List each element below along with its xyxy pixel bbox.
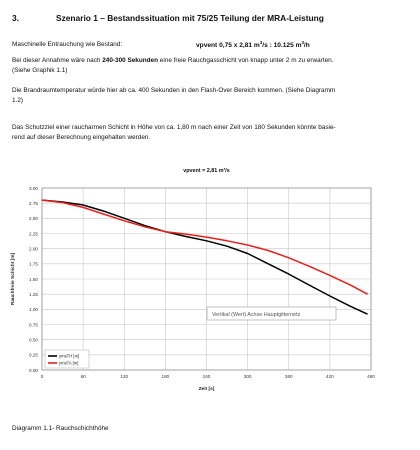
y-tick-label: 0.75 bbox=[29, 322, 38, 328]
conclusion-paragraph: Das Schutzziel einer raucharmen Schicht in Höhe von ca. 1,80 m nach einer Zeit von 180 Sekunden könnte basie- rend auf dieser Berechnung eingehalten werden. bbox=[12, 124, 336, 141]
series-line-1 bbox=[42, 200, 368, 314]
y-tick-label: 2.75 bbox=[29, 200, 38, 206]
y-tick-label: 0.50 bbox=[29, 337, 38, 343]
section-title: Szenario 1 – Bestandssituation mit 75/25 Teilung der MRA-Leistung bbox=[56, 13, 324, 23]
x-tick-label: 300 bbox=[243, 374, 252, 379]
smoke-layer-chart bbox=[0, 160, 420, 420]
section-number: 3. bbox=[12, 13, 19, 23]
y-tick-label: 0.00 bbox=[29, 367, 38, 373]
y-tick-label: 2.25 bbox=[29, 231, 38, 237]
y-tick-label: 2.00 bbox=[29, 246, 38, 252]
y-tick-label: 1.75 bbox=[29, 261, 38, 267]
y-axis-label: Rauchfreie Schicht [m] bbox=[11, 252, 16, 306]
y-tick-label: 3.00 bbox=[29, 185, 38, 191]
y-tick-label: 0.25 bbox=[29, 352, 38, 358]
extraction-label: Maschinelle Entrauchung wie Bestand: bbox=[12, 41, 123, 48]
section-heading bbox=[12, 13, 324, 23]
x-tick-label: 240 bbox=[202, 374, 211, 379]
x-tick-label: 360 bbox=[284, 374, 293, 379]
y-tick-label: 2.50 bbox=[29, 216, 38, 222]
legend-label: ymsTA [m] bbox=[59, 360, 79, 366]
y-tick-label: 1.25 bbox=[29, 291, 38, 297]
temperature-paragraph: Die Brandraumtemperatur würde hier ab ca. 400 Sekunden in den Flash-Over Bereich kommen. (Siehe Diagramm 1.2) bbox=[12, 87, 336, 104]
x-tick-label: 180 bbox=[161, 374, 170, 379]
x-axis-label: Zeit [s] bbox=[198, 387, 215, 392]
series-line-2 bbox=[42, 200, 368, 294]
diagram-caption: Diagramm 1.1- Rauchschichthöhe bbox=[12, 425, 109, 432]
legend-label: ymsTH [m] bbox=[59, 353, 80, 359]
x-tick-label: 60 bbox=[80, 374, 86, 379]
x-tick-label: 480 bbox=[367, 374, 375, 379]
x-tick-label: 0 bbox=[40, 374, 44, 379]
extraction-value: vpvent 0,75 x 2,81 $m^3/s$ : 10.125 $m^3/h$ bbox=[196, 40, 310, 50]
assumption-paragraph: Bei dieser Annahme wäre nach 240-300 Sekunden eine freie Rauchgasschicht von knapp unter 2 m zu erwarten. (Siehe Graphik 1.1) bbox=[12, 57, 334, 74]
x-tick-label: 120 bbox=[120, 374, 129, 379]
x-tick-label: 420 bbox=[326, 374, 334, 379]
chart-tooltip-text: Vertikal (Wert) Achse Hauptgitternetz bbox=[212, 312, 301, 318]
y-tick-label: 1.00 bbox=[29, 307, 38, 313]
chart-title: vpvent = 2,81 m³/s bbox=[183, 168, 230, 174]
y-tick-label: 1.50 bbox=[29, 276, 38, 282]
